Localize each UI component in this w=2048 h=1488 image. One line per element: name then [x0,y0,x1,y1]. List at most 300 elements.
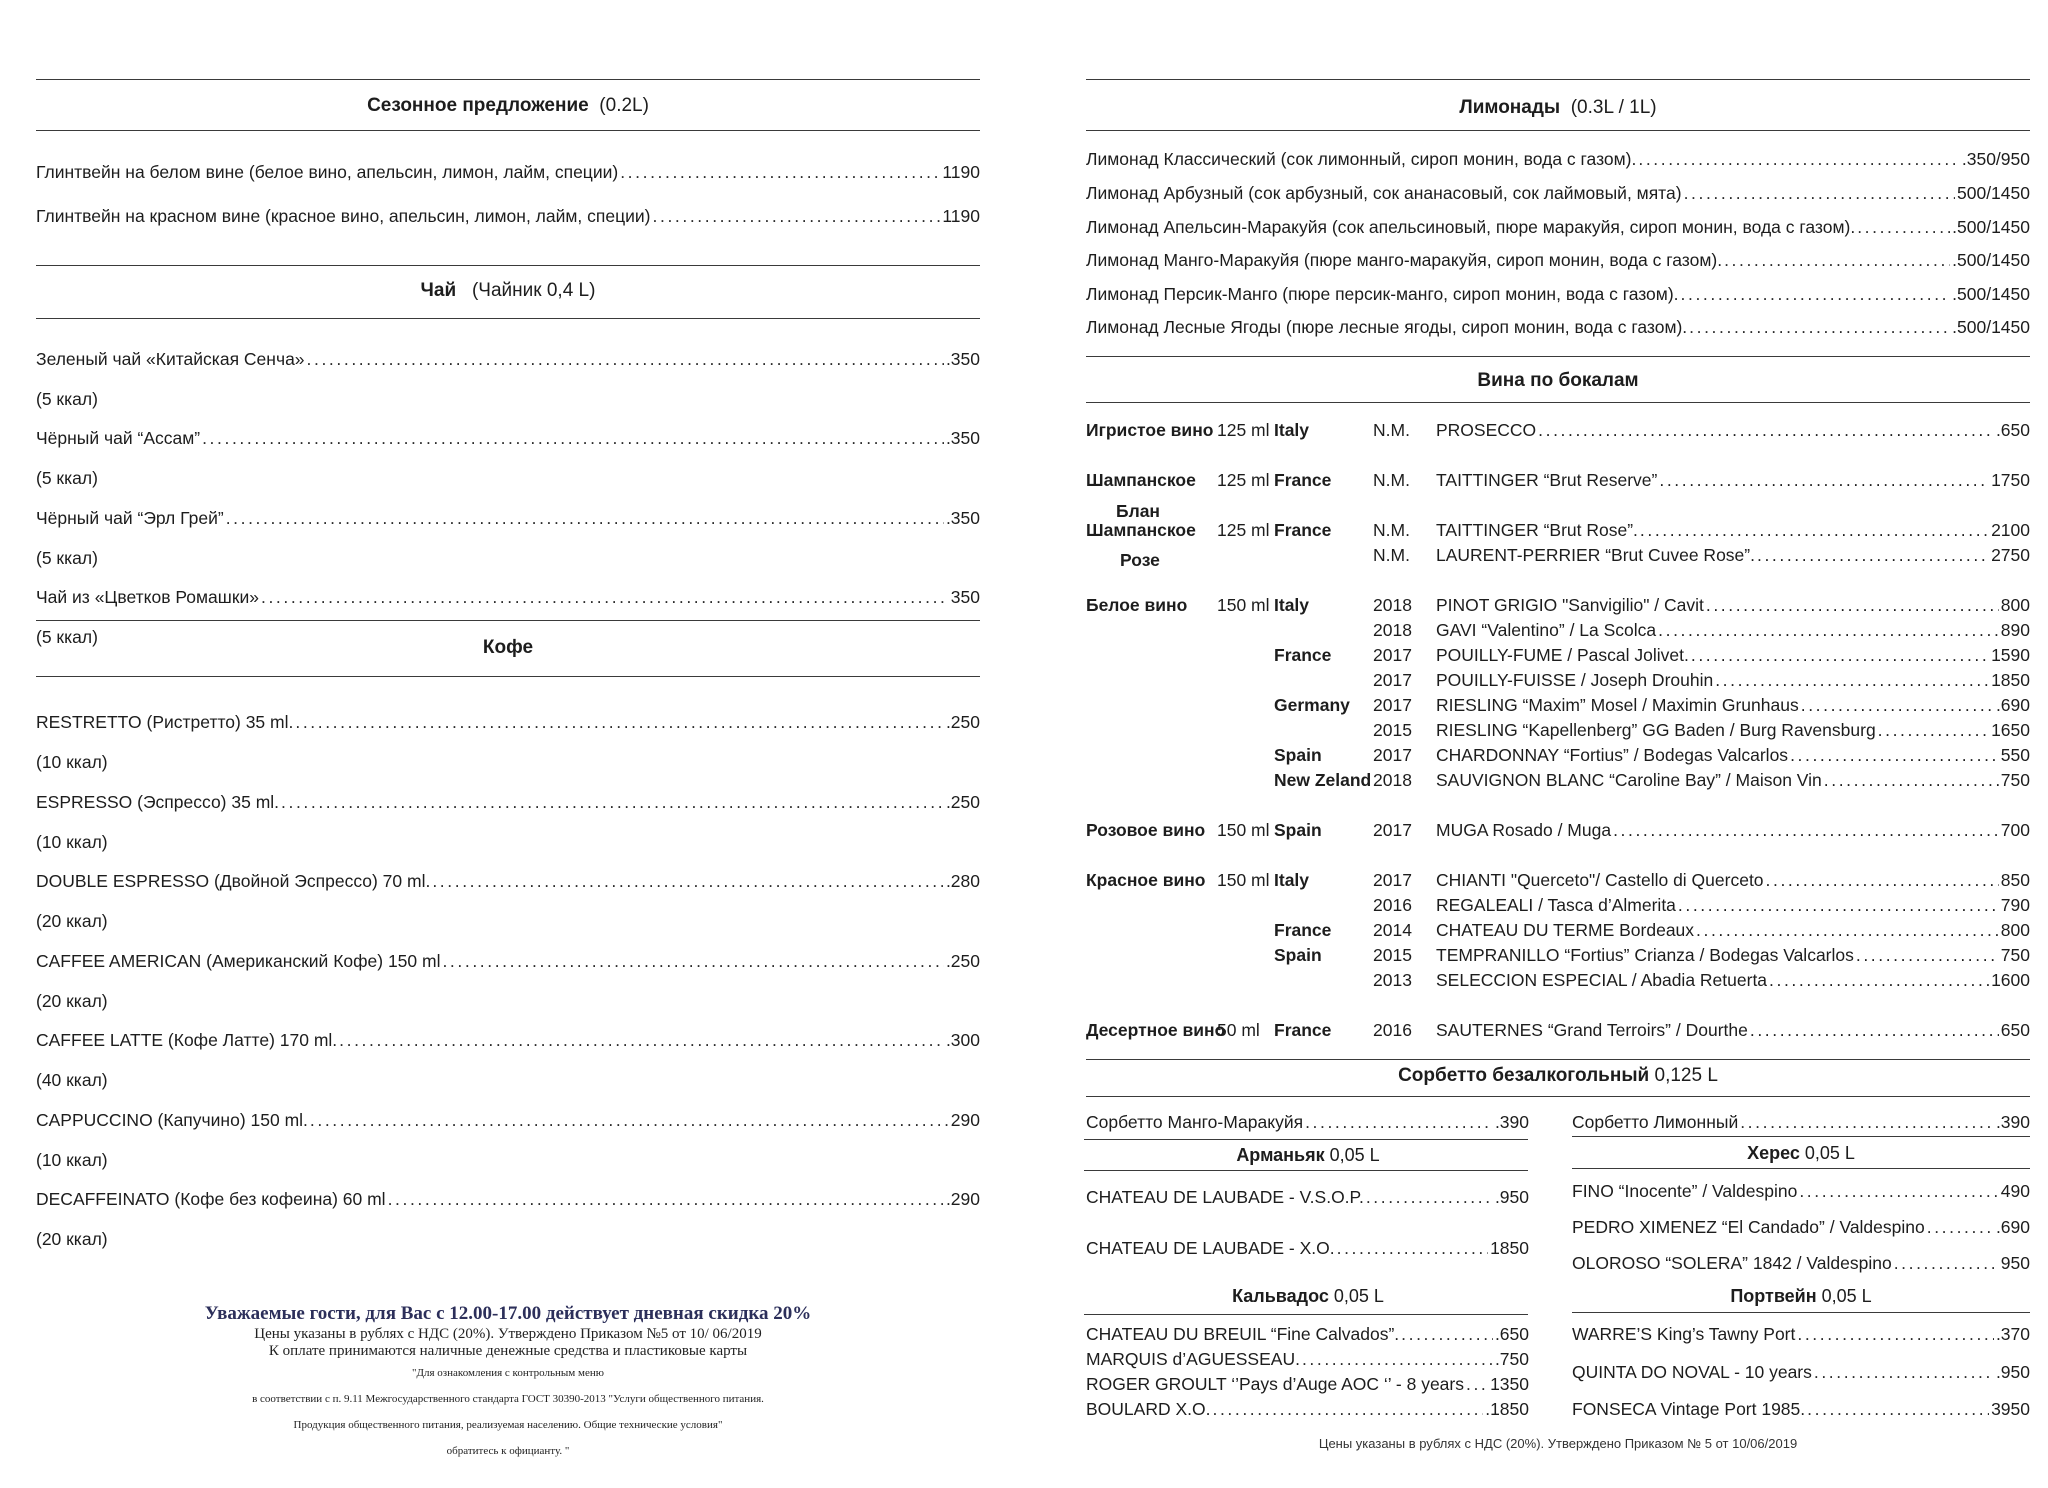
menu-item [36,585,980,609]
item-price: .350 [945,428,980,448]
item-name: DECAFFEINATO (Кофе без кофеина) 60 ml [36,1189,386,1209]
wine-country: France [1274,520,1332,540]
tea-section-title [36,279,980,303]
wine-price: 2100 [1991,520,2030,540]
calories-note: (10 ккал) [36,752,108,772]
wine-price: 1750 [1991,470,2030,490]
leader-dots [1766,868,1999,892]
leader-dots [1538,418,1994,442]
menu-item [1086,1236,1529,1260]
menu-item [1572,1215,2030,1239]
wine-year: 2015 [1373,945,1412,965]
divider [36,79,980,80]
divider [1084,1170,1528,1171]
wine-name: SELECCION ESPECIAL / Abadia Retuerta [1436,970,1768,990]
leader-dots [339,1028,944,1052]
item-name: ESPRESSO (Эспрессо) 35 ml. [36,792,280,812]
wine-row [1086,818,2030,842]
wine-entry [1436,418,2030,442]
wine-name: POUILLY-FUME / Pascal Jolivet. [1436,645,1689,665]
wine-name: RIESLING “Maxim” Mosel / Maximin Grunhaus [1436,695,1799,715]
leader-dots [1927,1215,1994,1239]
leader-dots [295,710,944,734]
wine-row [1086,968,2030,992]
wine-volume: 125 ml [1217,470,1270,490]
wine-volume: 150 ml [1217,595,1270,615]
item-name: CAPPUCCINO (Капучино) 150 ml. [36,1110,308,1130]
item-price: .350/950 [1961,149,2030,169]
wine-name: TAITTINGER “Brut Rose”. [1436,520,1638,540]
wine-name: PINOT GRIGIO "Sanvigilio" / Cavit [1436,595,1704,615]
divider [36,318,980,319]
divider [1086,79,2030,80]
item-name: Чай из «Цветков Ромашки» [36,587,259,607]
menu-item [1572,1179,2030,1203]
port-section-title [1572,1284,2030,1308]
leader-dots [1691,643,1989,667]
calories-note: (10 ккал) [36,832,108,852]
menu-item [36,426,980,450]
calories-note: (20 ккал) [36,1229,108,1249]
section-size: (0.2L) [599,95,649,116]
item-name: WARRE’S King’s Tawny Port [1572,1324,1796,1344]
wine-row [1086,643,2030,667]
section-size: 0,05 L [1329,1145,1380,1165]
item-name: MARQUIS d’AGUESSEAU. [1086,1349,1300,1369]
item-name: FONSECA Vintage Port 1985. [1572,1399,1806,1419]
wine-year: 2017 [1373,820,1412,840]
wine-year: 2014 [1373,920,1412,940]
wine-entry [1436,818,2030,842]
section-title: Чай [420,280,457,301]
wine-price: 890 [2000,620,2030,640]
leader-dots [1801,693,1994,717]
wine-country: France [1274,645,1332,665]
wine-category: Игристое вино [1086,420,1214,440]
menu-item [36,347,980,371]
wine-entry [1436,743,2030,767]
item-price: 350 [950,587,980,607]
item-price: .690 [1995,1217,2030,1237]
item-name: Лимонад Апельсин-Маракуйя (сок апельсиновый, пюре маракуйя, сироп монин, вода с газом). [1086,217,1856,237]
wine-row [1086,468,2030,492]
leader-dots [1302,1347,1493,1371]
menu-item [1086,1322,1529,1346]
calories-note: (5 ккал) [36,389,98,409]
leader-dots [1724,248,1950,272]
section-size: 0,125 L [1654,1065,1718,1086]
item-price: .390 [1494,1112,1529,1132]
item-price: .300 [945,1030,980,1050]
calories-note: (40 ккал) [36,1070,108,1090]
seasonal-section-title [36,94,980,118]
item-name: Лимонад Персик-Манго (пюре персик-манго, сироп монин, вода с газом). [1086,284,1679,304]
menu-item [1086,1397,1529,1421]
calories-note: (20 ккал) [36,911,108,931]
wine-price: 650 [2000,1020,2030,1040]
wine-price: 800 [2000,595,2030,615]
wine-price: 1650 [1991,720,2030,740]
wine-entry [1436,1018,2030,1042]
wine-row [1086,868,2030,892]
wine-name: MUGA Rosado / Muga [1436,820,1612,840]
wine-entry [1436,768,2030,792]
wine-entry [1436,593,2030,617]
wine-volume: 125 ml [1217,420,1270,440]
sorbetto-section-title [1086,1064,2030,1088]
item-name: QUINTA DO NOVAL - 10 years [1572,1362,1812,1382]
leader-dots [1814,1360,1994,1384]
item-name: CAFFEE LATTE (Кофе Латте) 170 ml. [36,1030,338,1050]
menu-item [1086,147,2030,171]
item-price: .500/1450 [1952,317,2030,337]
leader-dots [310,1108,949,1132]
wine-entry [1436,468,2030,492]
wine-year: 2016 [1373,1020,1412,1040]
wine-name: TEMPRANILLO “Fortius” Crianza / Bodegas Valcarlos [1436,945,1854,965]
wine-name: REGALEALI / Tasca d’Almerita [1436,895,1676,915]
item-name: FINO “Inocente” / Valdespino [1572,1181,1798,1201]
menu-item [1086,215,2030,239]
item-name: ROGER GROULT ‘’Pays d’Auge AOC ‘’ - 8 years [1086,1374,1464,1394]
leader-dots [261,585,949,609]
wine-country: New Zeland [1274,770,1372,790]
wines-section-title [1086,369,2030,393]
wine-country: Spain [1274,745,1322,765]
leader-dots [442,949,943,973]
wine-name: CHIANTI "Querceto"/ Castello di Querceto [1436,870,1764,890]
wine-year: 2015 [1373,720,1412,740]
wine-category: Красное вино [1086,870,1206,890]
wine-row [1086,543,2030,567]
wine-year: 2017 [1373,745,1412,765]
section-title: Сезонное предложение [367,95,589,116]
item-price: .370 [1995,1324,2030,1344]
leader-dots [432,869,944,893]
wine-row [1086,943,2030,967]
menu-item [36,1187,980,1211]
item-name: CHATEAU DE LAUBADE - X.O. [1086,1238,1335,1258]
leader-dots [1613,818,1999,842]
section-size: 0,05 L [1333,1286,1384,1306]
item-name: Лимонад Арбузный (сок арбузный, сок ананасовый, сок лаймовый, мята) [1086,183,1682,203]
wine-year: 2017 [1373,645,1412,665]
wine-name: RIESLING “Kapellenberg” GG Baden / Burg Ravensburg [1436,720,1876,740]
leader-dots [388,1187,944,1211]
divider [1572,1168,2030,1169]
wine-row [1086,518,2030,542]
divider [36,620,980,621]
item-price: .390 [1995,1112,2030,1132]
item-name: Глинтвейн на красном вине (красное вино, апельсин, лимон, лайм, специи) [36,206,651,226]
item-price: .250 [945,792,980,812]
wine-row [1086,918,2030,942]
wine-row [1086,618,2030,642]
item-name: PEDRO XIMENEZ “El Candado” / Valdespino [1572,1217,1925,1237]
wine-row [1086,668,2030,692]
wine-country: Spain [1274,820,1322,840]
wine-entry [1436,693,2030,717]
wine-price: 800 [2000,920,2030,940]
item-price: 3950 [1991,1399,2030,1419]
item-price: .950 [1494,1187,1529,1207]
wine-price: .650 [1995,420,2030,440]
wine-year: 2017 [1373,695,1412,715]
wine-entry [1436,943,2030,967]
menu-item [36,1028,980,1052]
calories-note: (20 ккал) [36,991,108,1011]
wine-entry [1436,968,2030,992]
wine-country: France [1274,920,1332,940]
menu-item [36,160,980,184]
leader-dots [1857,215,1950,239]
item-name: Глинтвейн на белом вине (белое вино, апельсин, лимон, лайм, специи) [36,162,619,182]
leader-dots [1659,468,1989,492]
item-price: .500/1450 [1952,217,2030,237]
leader-dots [1797,1322,1994,1346]
wine-entry [1436,618,2030,642]
leader-dots [1807,1397,1989,1421]
wine-volume: 150 ml [1217,870,1270,890]
leader-dots [1799,1179,1998,1203]
divider [1084,1314,1528,1315]
wine-price: .690 [1995,695,2030,715]
wine-category-cont: Розе [1120,550,1160,570]
wine-category: Шампанское [1086,470,1196,490]
calories-note: (10 ккал) [36,1150,108,1170]
wine-year: 2017 [1373,670,1412,690]
menu-item [1572,1322,2030,1346]
right-footer-notice: Цены указаны в рублях с НДС (20%). Утверждено Приказом № 5 от 10/06/2019 [1318,1436,1798,1451]
wine-entry [1436,868,2030,892]
leader-dots [307,347,944,371]
leader-dots [1305,1110,1493,1134]
wine-price: 750 [2000,770,2030,790]
wine-name: TAITTINGER “Brut Reserve” [1436,470,1658,490]
item-price: 290 [950,1110,980,1130]
section-size: 0,05 L [1804,1143,1855,1163]
leader-dots [281,790,944,814]
wine-year: N.M. [1373,470,1410,490]
divider [1086,130,2030,131]
legal-line: Продукция общественного питания, реализуемая населению. Общие технические условия" [293,1419,723,1431]
item-name: CAFFEE AMERICAN (Американский Кофе) 150 ml [36,951,441,971]
wine-country: France [1274,470,1332,490]
menu-item [1572,1251,2030,1275]
section-title: Кальвадос [1232,1286,1329,1306]
divider [1572,1136,2030,1137]
wine-row [1086,893,2030,917]
section-size: 0,05 L [1821,1286,1872,1306]
item-price: 1190 [942,162,980,182]
wine-category: Шампанское [1086,520,1196,540]
wine-country: Italy [1274,420,1310,440]
wine-entry [1436,718,2030,742]
wine-name: SAUVIGNON BLANC “Caroline Bay” / Maison Vin [1436,770,1822,790]
wine-entry [1436,893,2030,917]
wine-price: 550 [2000,745,2030,765]
wine-entry [1436,518,2030,542]
wine-year: 2018 [1373,620,1412,640]
section-title: Сорбетто безалкогольный [1398,1065,1650,1086]
legal-line: "Для ознакомления с контрольным меню [412,1367,604,1379]
item-price: .950 [1995,1362,2030,1382]
item-name: BOULARD X.O. [1086,1399,1211,1419]
wine-year: 2016 [1373,895,1412,915]
item-price: .250 [945,951,980,971]
menu-item [36,710,980,734]
wine-row [1086,718,2030,742]
item-price: 1350 [1490,1374,1529,1394]
section-title: Херес [1747,1143,1800,1163]
leader-dots [1769,968,1989,992]
section-title: Арманьяк [1236,1145,1325,1165]
item-name: RESTRETTO (Ристретто) 35 ml. [36,712,294,732]
divider [36,265,980,266]
menu-item [1086,181,2030,205]
item-name: Чёрный чай “Эрл Грей” [36,508,224,528]
menu-item [1572,1397,2030,1421]
wine-year: 2017 [1373,870,1412,890]
item-name: Сорбетто Манго-Маракуйя [1086,1112,1304,1132]
section-size: (0.3L / 1L) [1570,97,1657,118]
section-title: Кофе [482,637,534,658]
leader-dots [1366,1185,1493,1209]
leader-dots [1212,1397,1483,1421]
leader-dots [1878,718,1989,742]
wine-country: Spain [1274,945,1322,965]
item-price: .750 [1494,1349,1529,1369]
wine-entry [1436,918,2030,942]
item-price: 1190 [942,206,980,226]
wine-price: 850 [2000,870,2030,890]
leader-dots [1337,1236,1488,1260]
wine-name: SAUTERNES “Grand Terroirs” / Dourthe [1436,1020,1748,1040]
menu-item [1572,1110,2030,1134]
divider [1084,1139,1528,1140]
wine-year: 2018 [1373,770,1412,790]
wine-row [1086,418,2030,442]
item-price: .350 [945,508,980,528]
leader-dots [1658,618,1999,642]
menu-item [36,1108,980,1132]
wine-price: 1590 [1991,645,2030,665]
wine-country: Italy [1274,870,1310,890]
divider [1086,1059,2030,1060]
section-title: Вина по бокалам [1477,370,1639,391]
wine-entry [1436,643,2030,667]
item-price: 950 [2000,1253,2030,1273]
leader-dots [1689,315,1950,339]
item-name: Зеленый чай «Китайская Сенча» [36,349,305,369]
leader-dots [1894,1251,1999,1275]
leader-dots [226,506,944,530]
wine-name: PROSECCO [1436,420,1537,440]
menu-item [1086,248,2030,272]
right-menu-page [1086,0,2030,1488]
leader-dots [1757,543,1989,567]
leader-dots [1640,518,1989,542]
leader-dots [1740,1110,1994,1134]
menu-item [1086,1347,1529,1371]
leader-dots [1684,181,1955,205]
item-price: .500/1450 [1952,250,2030,270]
wine-row [1086,743,2030,767]
item-price: .290 [945,1189,980,1209]
leader-dots [1638,147,1960,171]
left-menu-page [36,0,980,1488]
item-name: Лимонад Манго-Маракуйя (пюре манго-маракуйя, сироп монин, вода с газом). [1086,250,1723,270]
section-title: Портвейн [1730,1286,1817,1306]
wine-year: 2018 [1373,595,1412,615]
divider [1572,1312,2030,1313]
left-footer-notice [36,1302,980,1464]
leader-dots [1824,768,1999,792]
leader-dots [1678,893,1999,917]
item-price: .1850 [1485,1399,1529,1419]
legal-line: обратитесь к официанту. " [446,1445,570,1457]
wine-entry [1436,543,2030,567]
leader-dots [202,426,944,450]
section-size: (Чайник 0,4 L) [471,280,596,301]
calories-note: (5 ккал) [36,468,98,488]
wine-row [1086,593,2030,617]
leader-dots [1715,668,1989,692]
wine-year: N.M. [1373,545,1410,565]
wine-name: LAURENT-PERRIER “Brut Cuvee Rose”. [1436,545,1755,565]
item-name: OLOROSO “SOLERA” 1842 / Valdespino [1572,1253,1892,1273]
wine-volume: 150 ml [1217,820,1270,840]
legal-line: в соответствии с п. 9.11 Межгосударственного стандарта ГОСТ 30390-2013 "Услуги общественного питания. [252,1393,764,1405]
item-price: 500/1450 [1957,183,2030,203]
item-name: Лимонад Классический (сок лимонный, сироп монин, вода с газом). [1086,149,1637,169]
wine-price: 1600 [1991,970,2030,990]
wine-category: Розовое вино [1086,820,1206,840]
wine-row [1086,693,2030,717]
item-price: .280 [945,871,980,891]
sherry-section-title [1572,1141,2030,1165]
wine-volume: 125 ml [1217,520,1270,540]
wine-country: France [1274,1020,1332,1040]
wine-price: 1850 [1991,670,2030,690]
wine-row [1086,1018,2030,1042]
item-price: 1850 [1490,1238,1529,1258]
wine-category-cont: Блан [1116,501,1160,521]
menu-item [1086,282,2030,306]
divider [36,130,980,131]
menu-item [1086,315,2030,339]
menu-item [1086,1110,1529,1134]
item-price: .650 [1494,1324,1529,1344]
wine-price: 2750 [1991,545,2030,565]
item-name: Лимонад Лесные Ягоды (пюре лесные ягоды, сироп монин, вода с газом). [1086,317,1688,337]
wine-price: 750 [2000,945,2030,965]
lemonades-section-title [1086,96,2030,120]
wine-name: CHARDONNAY “Fortius” / Bodegas Valcarlos [1436,745,1789,765]
divider [1086,402,2030,403]
menu-item [36,949,980,973]
leader-dots [1466,1372,1488,1396]
wine-category: Белое вино [1086,595,1188,615]
wine-year: N.M. [1373,520,1410,540]
leader-dots [1401,1322,1493,1346]
wine-name: GAVI “Valentino” / La Scolca [1436,620,1657,640]
leader-dots [1696,918,1999,942]
menu-item [1572,1360,2030,1384]
wine-entry [1436,668,2030,692]
leader-dots [653,204,941,228]
menu-item [36,790,980,814]
